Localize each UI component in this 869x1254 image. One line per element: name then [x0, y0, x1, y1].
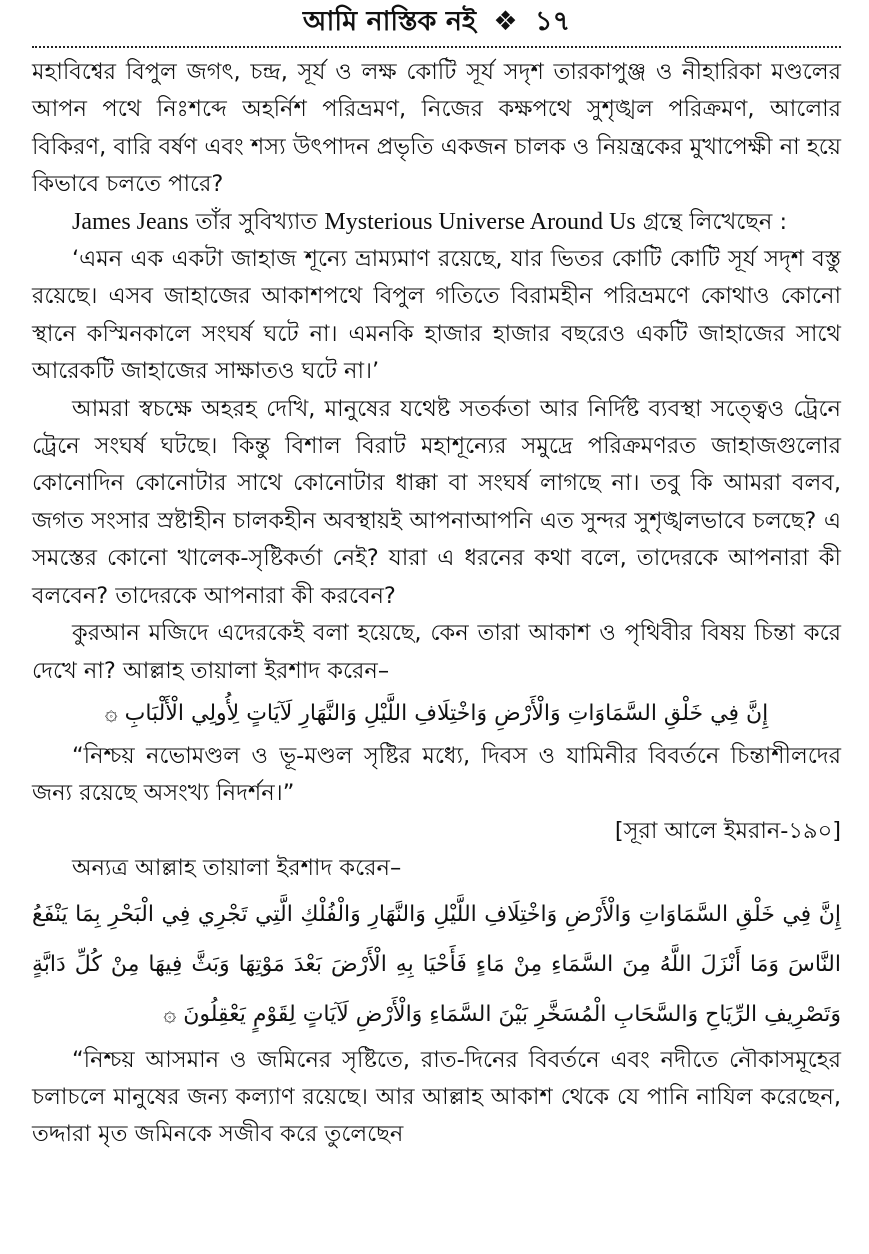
- quote-paragraph: ‘এমন এক একটা জাহাজ শূন্যে ভ্রাম্যমাণ রয়েছে, যার ভিতর কোটি কোটি সূর্য সদৃশ বস্তু রয়েছে। এসব জাহাজের আকাশপথে বিপুল গতিতে বিরামহীন পরিভ্রমণে কোথাও কোনো স্থানে কস্মিনকালে সংঘর্ষ ঘটে না। এমনকি হাজার হাজার বছরেও একটি জাহাজের সাথে আরেকটি জাহাজের সাক্ষাতও ঘটে না।’: [32, 246, 841, 385]
- translation-2: “নিশ্চয় আসমান ও জমিনের সৃষ্টিতে, রাত-দিনের বিবর্তনে এবং নদীতে নৌকাসমূহের চলাচলে মানুষের জন্য কল্যাণ রয়েছে। আর আল্লাহ আকাশ থেকে যে পানি নাযিল করেছেন, তদ্দারা মৃত জমিনকে সজীব করে তুলেছেন: [32, 1046, 841, 1148]
- page-header: [32, 0, 841, 44]
- page-number: ১৭: [535, 6, 571, 37]
- chapter-title: আমি নাস্তিক নই: [302, 6, 477, 37]
- header-divider: [32, 46, 841, 48]
- paragraph-3: আমরা স্বচক্ষে অহরহ দেখি, মানুষের যথেষ্ট সতর্কতা আর নির্দিষ্ট ব্যবস্থা সত্ত্বেও ট্রেনে ট্রেনে সংঘর্ষ ঘটছে। কিন্তু বিশাল বিরাট মহাশূন্যের সমুদ্রে পরিক্রমণরত জাহাজগুলোর কোনোদিন কোনোটার সাথে কোনোটার ধাক্কা বা সংঘর্ষ লাগছে না। তবু কি আমরা বলব, জগত সংসার স্রষ্টাহীন চালকহীন অবস্থায়ই আপনাআপনি এত সুন্দর সুশৃঙ্খলভাবে চলছে? এ সমস্তের কোনো খালেক-সৃষ্টিকর্তা নেই? যারা এ ধরনের কথা বলে, তাদেরকে আপনারা কী বলবেন? তাদেরকে আপনারা কী করবেন?: [32, 395, 841, 609]
- ornament-icon: ❖: [493, 6, 518, 37]
- citation-line: [32, 813, 841, 850]
- citation-1: [সূরা আলে ইমরান-১৯০]: [614, 817, 841, 844]
- book-title: Mysterious Universe Around Us: [324, 208, 636, 235]
- paragraph-5: অন্যত্র আল্লাহ তায়ালা ইরশাদ করেন–: [72, 855, 402, 882]
- paragraph-4: কুরআন মজিদে এদেরকেই বলা হয়েছে, কেন তারা আকাশ ও পৃথিবীর বিষয় চিন্তা করে দেখে না? আল্লাহ তায়ালা ইরশাদ করেন–: [32, 620, 841, 684]
- arabic-verse-2: إِنَّ فِي خَلْقِ السَّمَاوَاتِ وَالْأَرْضِ وَاخْتِلَافِ اللَّيْلِ وَالنَّهَارِ وَالْفُلْكِ الَّتِي تَجْرِي فِي الْبَحْرِ بِمَا يَنْفَعُ النَّاسَ وَمَا أَنْزَلَ اللَّهُ مِنَ السَّمَاءِ مِنْ مَاءٍ فَأَحْيَا بِهِ الْأَرْضَ بَعْدَ مَوْتِهَا وَبَثَّ فِيهَا مِنْ كُلِّ دَابَّةٍ وَتَصْرِيفِ الرِّيَاحِ وَالسَّحَابِ الْمُسَخَّرِ بَيْنَ السَّمَاءِ وَالْأَرْضِ لَآيَاتٍ لِقَوْمٍ يَعْقِلُونَ ۞: [32, 901, 841, 1027]
- paragraph-1: মহাবিশ্বের বিপুল জগৎ, চন্দ্র, সূর্য ও লক্ষ কোটি সূর্য সদৃশ তারকাপুঞ্জ ও নীহারিকা মণ্ডলের আপন পথে নিঃশব্দে অহর্নিশ পরিভ্রমণ, নিজের কক্ষপথে সুশৃঙ্খল পরিক্রমণ, আলোর বিকিরণ, বারি বর্ষণ এবং শস্য উৎপাদন প্রভৃতি একজন চালক ও নিয়ন্ত্রকের মুখাপেক্ষী না হয়ে কিভাবে চলতে পারে?: [32, 59, 841, 198]
- paragraph-2-mid: তাঁর সুবিখ্যাত: [188, 208, 325, 235]
- translation-1: “নিশ্চয় নভোমণ্ডল ও ভূ-মণ্ডল সৃষ্টির মধ্যে, দিবস ও যামিনীর বিবর্তনে চিন্তাশীলদের জন্য রয়েছে অসংখ্য নিদর্শন।”: [32, 742, 841, 807]
- arabic-verse-1: إِنَّ فِي خَلْقِ السَّمَاوَاتِ وَالْأَرْضِ وَاخْتِلَافِ اللَّيْلِ وَالنَّهَارِ لَآيَاتٍ لِأُولِي الْأَلْبَابِ ۞: [104, 700, 769, 726]
- paragraph-2: [32, 204, 841, 241]
- paragraph-2-end: গ্রন্থে লিখেছেন :: [635, 208, 788, 235]
- author-name: James Jeans: [72, 208, 189, 235]
